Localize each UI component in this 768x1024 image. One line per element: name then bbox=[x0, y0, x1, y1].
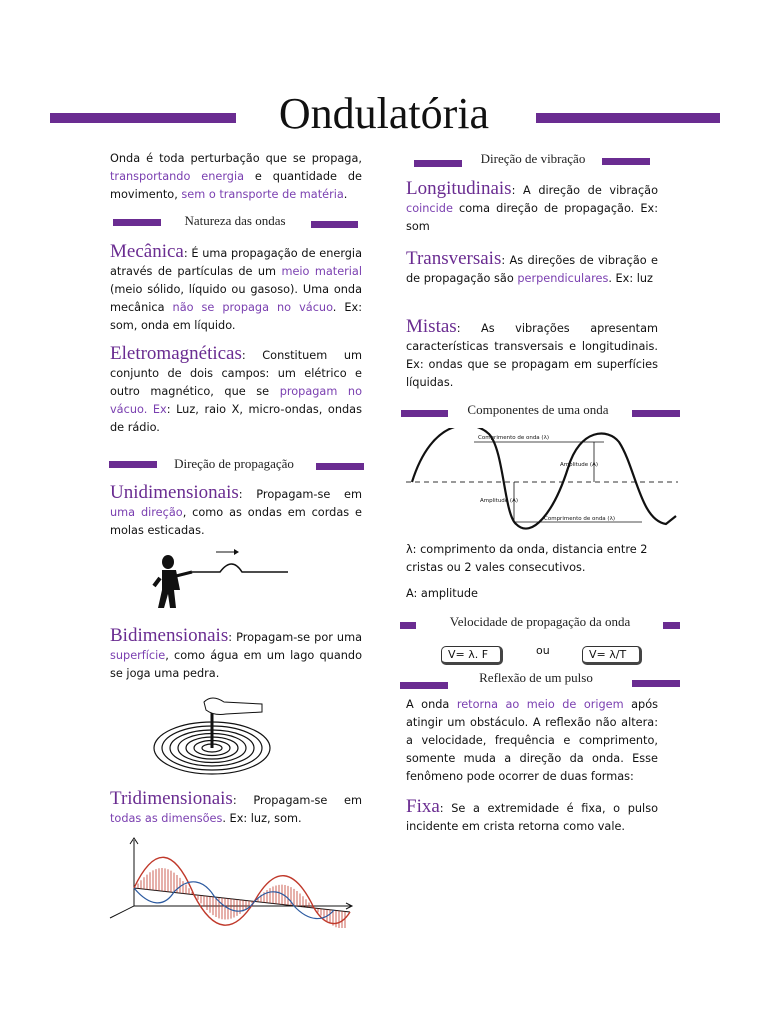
formula-velocity-frequency: V= λ. F bbox=[441, 646, 503, 665]
longi-paragraph bbox=[406, 180, 658, 236]
section-bar-right bbox=[632, 680, 680, 687]
reflexao-text-2: após atingir um obstáculo. A reflexão não altera: a velocidade, frequência e comprimento, somente muda a direção da onda. Esse fenômeno pode ocorrer de duas formas: bbox=[406, 698, 658, 783]
section-reflexao: Reflexão de um pulso bbox=[479, 670, 593, 685]
intro-text-1: Onda é toda perturbação que se propaga, bbox=[110, 152, 362, 165]
wave-label-comprimento-2: Comprimento de onda (λ) bbox=[544, 516, 615, 522]
tri-text-2: . Ex: luz, som. bbox=[222, 812, 302, 825]
section-bar-right bbox=[602, 158, 650, 165]
longi-text-1: : A direção de vibração bbox=[511, 184, 658, 197]
intro-highlight-1: transportando energia bbox=[110, 170, 245, 183]
term-bidimensionais: Bidimensionais bbox=[110, 625, 229, 646]
term-transversais: Transversais bbox=[406, 248, 502, 269]
trans-paragraph bbox=[406, 250, 658, 288]
lambda-definition: λ: comprimento da onda, distancia entre 2 cristas ou 2 vales consecutivos. bbox=[406, 543, 648, 574]
reflexao-paragraph bbox=[406, 696, 658, 786]
intro-paragraph bbox=[110, 150, 362, 204]
mecanica-paragraph bbox=[110, 243, 362, 335]
em-wave-illustration bbox=[104, 836, 356, 928]
eletro-text-3: : Luz, raio X, micro-ondas, ondas de rádio. bbox=[110, 403, 362, 434]
intro-text-3: . bbox=[343, 188, 348, 201]
eletro-paragraph bbox=[110, 345, 362, 437]
bi-highlight-1: superfície bbox=[110, 649, 166, 662]
wave-label-amplitude-2: Amplitude (A) bbox=[480, 498, 518, 504]
section-bar-right bbox=[311, 221, 358, 228]
amplitude-definition: A: amplitude bbox=[406, 587, 479, 600]
section-bar-left bbox=[400, 682, 448, 689]
formula-velocity-period: V= λ/T bbox=[582, 646, 642, 665]
intro-text-2: e quantidade de movimento, bbox=[110, 170, 362, 201]
term-longitudinais: Longitudinais bbox=[406, 178, 512, 199]
string-wave-illustration bbox=[150, 546, 292, 616]
section-bar-left bbox=[401, 410, 448, 417]
term-mistas: Mistas bbox=[406, 316, 457, 337]
uni-highlight-1: uma direção bbox=[110, 506, 183, 519]
mistas-paragraph bbox=[406, 318, 658, 392]
mecanica-highlight-1: meio material bbox=[281, 265, 362, 278]
page-title: Ondulatória bbox=[278, 89, 490, 138]
section-bar-right bbox=[316, 463, 364, 470]
trans-text-2: . Ex: luz bbox=[608, 272, 653, 285]
eletro-text-1: : Constituem um conjunto de dois campos: um elétrico e outro magnético, que se bbox=[110, 349, 362, 398]
longi-text-2: coma direção de propagação. Ex: som bbox=[406, 202, 658, 233]
section-natureza: Natureza das ondas bbox=[184, 213, 286, 228]
uni-text-1: : Propagam-se em bbox=[238, 488, 362, 501]
tri-paragraph bbox=[110, 790, 362, 828]
section-componentes: Componentes de uma onda bbox=[467, 402, 609, 417]
fixa-text-1: : Se a extremidade é fixa, o pulso incidente em crista retorna como vale. bbox=[406, 802, 658, 833]
bi-text-1: : Propagam-se por uma bbox=[228, 631, 362, 644]
trans-text-1: : As direções de vibração e de propagação são bbox=[406, 254, 658, 285]
tri-text-1: : Propagam-se em bbox=[232, 794, 362, 807]
mecanica-highlight-2: não se propaga no vácuo bbox=[172, 301, 333, 314]
intro-highlight-2: sem o transporte de matéria bbox=[181, 188, 344, 201]
mistas-text-1: : As vibrações apresentam características transversais e longitudinais. Ex: ondas que se propagam em superfícies líquidas. bbox=[406, 322, 658, 389]
section-bar-left bbox=[113, 219, 161, 226]
section-bar-left bbox=[109, 461, 157, 468]
reflexao-highlight-1: retorna ao meio de origem bbox=[456, 698, 624, 711]
term-mecanica: Mecânica bbox=[110, 241, 184, 262]
mecanica-text-3: . Ex: som, onda em líquido. bbox=[110, 301, 362, 332]
term-eletromagneticas: Eletromagnéticas bbox=[110, 343, 242, 364]
wave-label-amplitude-1: Amplitude (A) bbox=[560, 462, 598, 468]
term-unidimensionais: Unidimensionais bbox=[110, 482, 239, 503]
bi-text-2: , como água em um lago quando se joga uma pedra. bbox=[110, 649, 362, 680]
term-tridimensionais: Tridimensionais bbox=[110, 788, 233, 809]
section-bar-left bbox=[414, 160, 462, 167]
section-bar-right bbox=[663, 622, 680, 629]
section-bar-left bbox=[400, 622, 416, 629]
trans-highlight-1: perpendiculares bbox=[517, 272, 609, 285]
section-direcao-vibracao: Direção de vibração bbox=[480, 151, 586, 166]
eletro-highlight-1: propagam no vácuo bbox=[110, 385, 362, 416]
uni-paragraph bbox=[110, 484, 362, 540]
tri-highlight-1: todas as dimensões bbox=[110, 812, 223, 825]
section-bar-right bbox=[632, 410, 680, 417]
wave-label-comprimento-1: Comprimento de onda (λ) bbox=[478, 435, 549, 441]
longi-highlight-1: coincide bbox=[406, 202, 453, 215]
bi-paragraph bbox=[110, 627, 362, 683]
section-velocidade: Velocidade de propagação da onda bbox=[449, 614, 631, 629]
term-fixa: Fixa bbox=[406, 796, 440, 817]
eletro-text-2: . Ex bbox=[143, 403, 167, 416]
mecanica-text-1: : É uma propagação de energia através de partículas de um bbox=[110, 247, 362, 278]
uni-text-2: , como as ondas em cordas e molas esticadas. bbox=[110, 506, 362, 537]
reflexao-text-1: A onda bbox=[406, 698, 457, 711]
water-ripples-illustration bbox=[152, 692, 280, 778]
fixa-paragraph bbox=[406, 798, 658, 836]
mecanica-text-2: (meio sólido, líquido ou gasoso). Uma onda mecânica bbox=[110, 283, 362, 314]
wave-components-diagram bbox=[404, 428, 680, 534]
formula-or: ou bbox=[536, 644, 550, 657]
section-direcao-propagacao: Direção de propagação bbox=[174, 456, 294, 471]
